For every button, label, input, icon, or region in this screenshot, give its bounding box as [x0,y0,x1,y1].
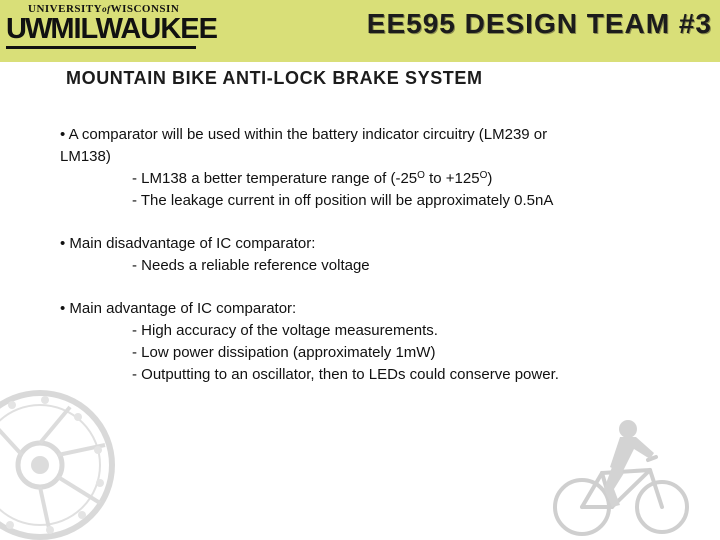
sub-point-text: ) [487,170,493,187]
logo-underline [6,46,196,49]
team-title: EE595 DESIGN TEAM #3 [366,8,712,39]
sub-point-text: to +125 [424,170,480,187]
sub-point-accuracy: - High accuracy of the voltage measurements. [132,322,438,339]
logo-university: UNIVERSITY [28,3,103,15]
bullet-text: • Main advantage of IC comparator: [60,300,297,317]
sub-point-power-dissipation: - Low power dissipation (approximately 1mW) [132,344,436,361]
sub-point-leakage-current: - The leakage current in off position will be approximately 0.5nA [132,192,554,209]
sub-point-text: - LM138 a better temperature range of (-25 [132,170,418,187]
logo-milwaukee: MILWAUKEE [50,13,217,45]
logo-uw: UW [6,13,51,45]
mountain-biker-icon [550,415,690,540]
sub-point-temperature-range [132,168,680,190]
bullet-text-continued: LM138) [60,148,111,165]
degree-symbol: O [417,170,425,181]
sub-point-reference-voltage: - Needs a reliable reference voltage [132,257,370,274]
slide-content [60,124,680,407]
logo-main-line [6,12,217,46]
sub-point-oscillator-leds: - Outputting to an oscillator, then to LEDs could conserve power. [132,366,559,383]
header-band [0,0,720,62]
degree-symbol: O [479,170,488,181]
bullet-disadvantage [60,233,680,277]
uwm-logo [6,3,217,57]
bullet-advantage [60,298,680,386]
bullet-text: • A comparator will be used within the battery indicator circuitry (LM239 or [60,126,548,143]
bullet-comparator-use [60,124,680,212]
slide-subtitle: MOUNTAIN BIKE ANTI-LOCK BRAKE SYSTEM [66,68,483,88]
bullet-text: • Main disadvantage of IC comparator: [60,235,316,252]
logo-wisconsin: WISCONSIN [110,3,180,15]
logo-of: of [102,4,111,14]
